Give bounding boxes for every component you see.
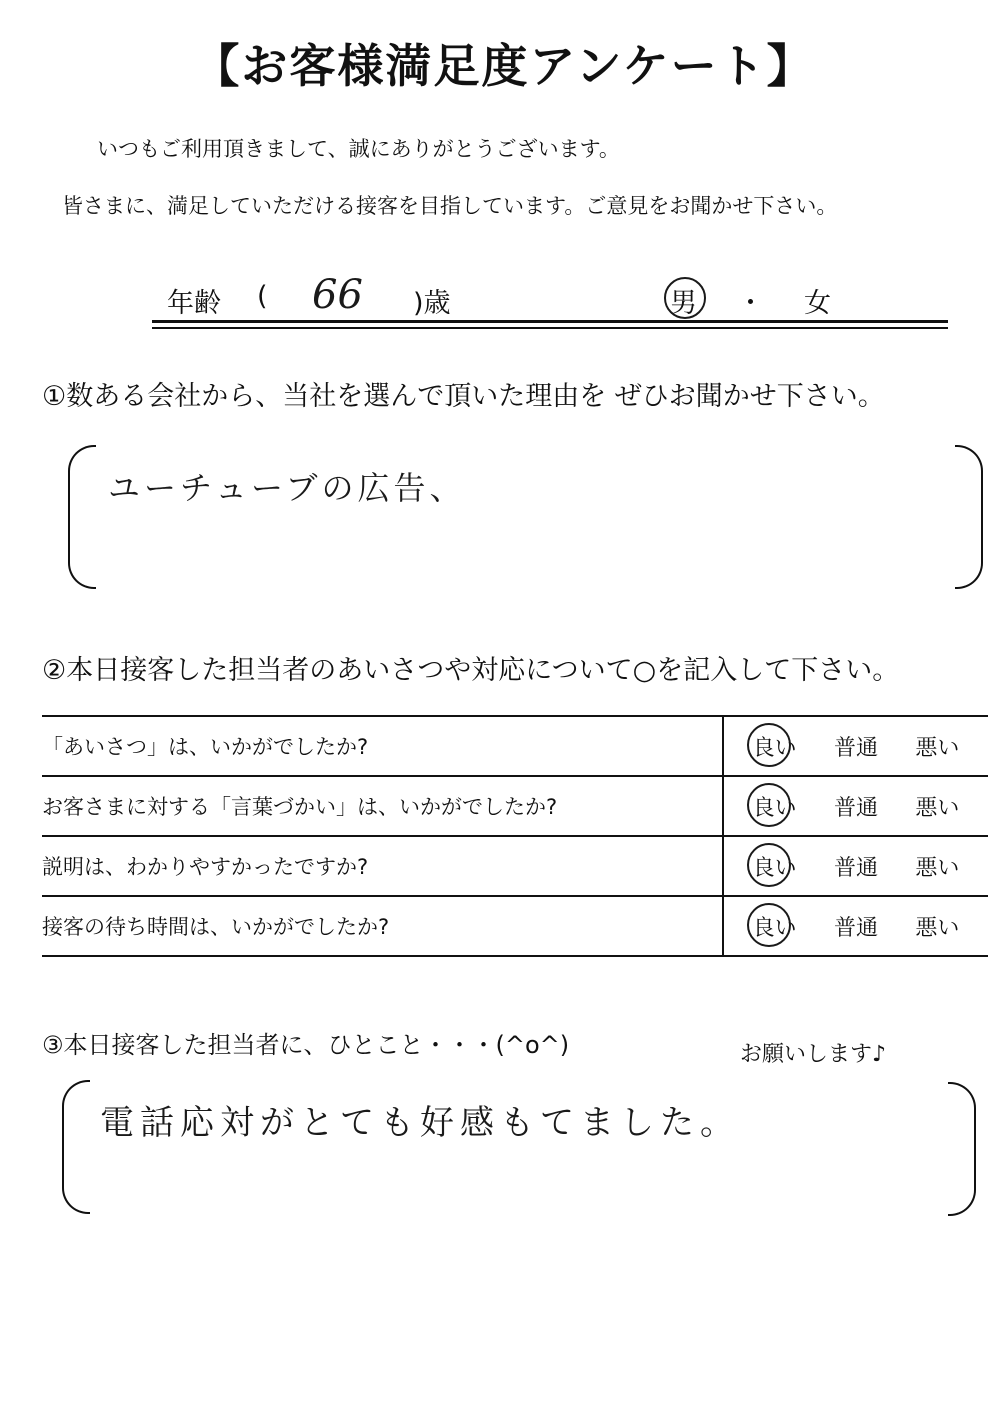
question-1-answer[interactable]: ユーチューブの広告、 xyxy=(108,469,466,507)
age-field[interactable]: 66 xyxy=(312,272,363,318)
rating-option[interactable]: 良い xyxy=(753,851,797,882)
question-3-note: お願いします♪ xyxy=(740,1042,887,1067)
answer-box-bracket-right xyxy=(955,445,983,589)
rating-option[interactable]: 悪い xyxy=(915,855,960,881)
table-row xyxy=(42,776,988,836)
rating-option[interactable]: 普通 xyxy=(833,915,878,941)
sex-separator: ・ xyxy=(737,288,764,319)
divider-line xyxy=(152,320,948,323)
answer-box-bracket-left xyxy=(62,1080,90,1214)
table-row xyxy=(42,836,988,896)
rating-options xyxy=(723,836,988,896)
rating-option[interactable]: 悪い xyxy=(915,915,960,941)
page-title: 【お客様満足度アンケート】 xyxy=(193,39,815,93)
sex-option-male[interactable]: 男 xyxy=(670,281,697,320)
rating-option[interactable]: 良い xyxy=(753,791,797,822)
rating-option[interactable]: 良い xyxy=(753,911,797,942)
rating-option[interactable]: 良い xyxy=(753,731,797,762)
rating-option[interactable]: 悪い xyxy=(915,735,960,761)
evaluation-question: お客さまに対する「言葉づかい」は、いかがでしたか? xyxy=(42,776,723,836)
answer-box-bracket-left xyxy=(68,445,96,589)
evaluation-question: 「あいさつ」は、いかがでしたか? xyxy=(42,716,723,776)
evaluation-table xyxy=(42,715,988,957)
answer-box-bracket-right xyxy=(948,1082,976,1216)
table-row xyxy=(42,896,988,956)
question-2-title: ②本日接客した担当者のあいさつや対応について○を記入して下さい。 xyxy=(42,655,900,686)
rating-options xyxy=(723,716,988,776)
evaluation-question: 説明は、わかりやすかったですか? xyxy=(42,836,723,896)
question-3-title: ③本日接客した担当者に、ひとこと・・・(^o^) xyxy=(42,1031,570,1059)
age-label: 年齢 xyxy=(167,288,221,319)
rating-options xyxy=(723,776,988,836)
intro-greeting: いつもご利用頂きまして、誠にありがとうございます。 xyxy=(97,137,620,161)
divider-line xyxy=(152,327,948,329)
age-unit: )歳 xyxy=(413,288,451,319)
question-1-title: ①数ある会社から、当社を選んで頂いた理由を ぜひお聞かせ下さい。 xyxy=(42,381,885,412)
rating-option[interactable]: 悪い xyxy=(915,795,960,821)
intro-request: 皆さまに、満足していただける接客を目指しています。ご意見をお聞かせ下さい。 xyxy=(62,194,838,218)
age-open-paren: ( xyxy=(257,281,268,312)
rating-option[interactable]: 普通 xyxy=(833,855,878,881)
rating-options xyxy=(723,896,988,956)
evaluation-question: 接客の待ち時間は、いかがでしたか? xyxy=(42,896,723,956)
rating-option[interactable]: 普通 xyxy=(833,795,878,821)
question-3-answer[interactable]: 電話応対がとても好感もてました。 xyxy=(100,1103,740,1143)
sex-option-female[interactable]: 女 xyxy=(804,288,831,319)
table-row xyxy=(42,716,988,776)
sex-selector xyxy=(670,281,831,320)
rating-option[interactable]: 普通 xyxy=(833,735,878,761)
